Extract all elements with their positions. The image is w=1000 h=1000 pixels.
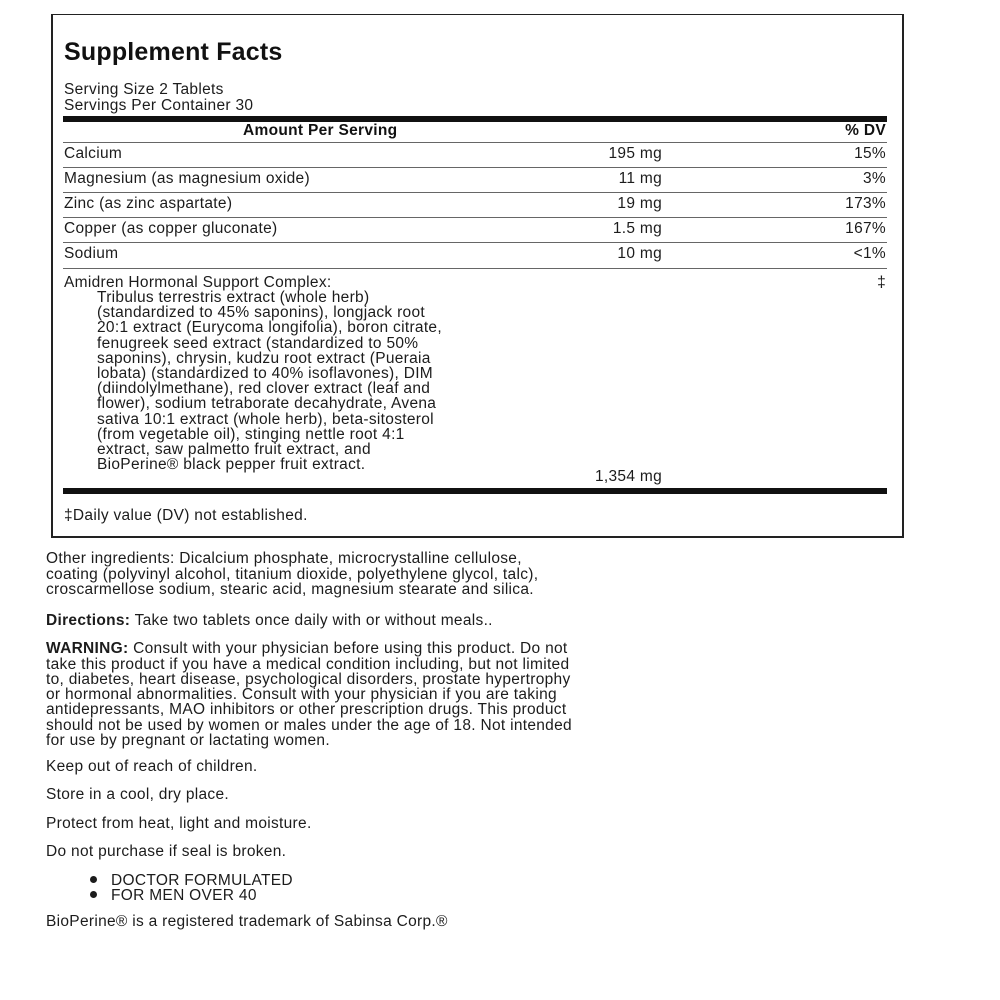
nutrient-amount: 19 mg <box>617 195 662 212</box>
complex-ingredient-line: extract, saw palmetto fruit extract, and <box>97 441 371 458</box>
other-ingredients-line: croscarmellose sodium, stearic acid, magnesium stearate and silica. <box>46 581 534 598</box>
nutrient-name: Magnesium (as magnesium oxide) <box>64 170 310 187</box>
complex-ingredient-line: 20:1 extract (Eurycoma longifolia), boron citrate, <box>97 319 442 337</box>
bullet-dot <box>90 876 97 883</box>
thick-rule-bottom <box>63 488 887 494</box>
complex-name: Amidren Hormonal Support Complex: <box>64 274 332 291</box>
warning-line: or hormonal abnormalities. Consult with your physician if you are taking <box>46 686 557 704</box>
dv-header: % DV <box>845 122 886 139</box>
amount-per-serving-header: Amount Per Serving <box>243 122 398 139</box>
complex-ingredient-line: (from vegetable oil), stinging nettle root 4:1 <box>97 425 405 443</box>
serving-size: Serving Size 2 Tablets <box>64 81 224 98</box>
nutrient-dv: 173% <box>845 195 886 212</box>
warning-first-text: Consult with your physician before using this product. Do not <box>128 640 568 657</box>
row-divider <box>63 217 887 218</box>
complex-ingredient-line: Tribulus terrestris extract (whole herb) <box>97 289 370 306</box>
complex-ingredient-line: (standardized to 45% saponins), longjack root <box>97 304 425 322</box>
nutrient-name: Calcium <box>64 145 123 162</box>
complex-ingredient-line: saponins), chrysin, kudzu root extract (Pueraia <box>97 349 431 367</box>
warning-line: take this product if you have a medical condition including, but not limited <box>46 655 570 673</box>
warning-line: to, diabetes, heart disease, psychological disorders, prostate hypertrophy <box>46 670 571 688</box>
servings-per-container: Servings Per Container 30 <box>64 97 254 114</box>
storage-note: Keep out of reach of children. <box>46 758 258 775</box>
other-ingredients-line: Other ingredients: Dicalcium phosphate, microcrystalline cellulose, <box>46 550 522 567</box>
storage-note: Do not purchase if seal is broken. <box>46 843 287 860</box>
complex-ingredient-line: (diindolylmethane), red clover extract (leaf and <box>97 380 431 398</box>
warning-label: WARNING: <box>46 640 129 657</box>
nutrient-amount: 195 mg <box>608 145 662 162</box>
thick-rule-top <box>63 116 887 122</box>
nutrient-dv: 3% <box>862 170 886 187</box>
storage-note: Store in a cool, dry place. <box>46 786 229 803</box>
row-divider <box>63 268 887 269</box>
complex-ingredient-line: BioPerine® black pepper fruit extract. <box>97 456 366 474</box>
storage-note: Protect from heat, light and moisture. <box>46 815 312 832</box>
other-ingredients-line: coating (polyvinyl alcohol, titanium dioxide, polyethylene glycol, talc), <box>46 565 539 583</box>
bullet-item <box>90 887 257 905</box>
footnote: ‡Daily value (DV) not established. <box>64 507 308 524</box>
bullet-dot <box>90 891 97 898</box>
row-divider <box>63 242 887 243</box>
nutrient-name: Copper (as copper gluconate) <box>64 220 278 237</box>
complex-ingredient-line: fenugreek seed extract (standardized to 50% <box>97 334 419 352</box>
warning-line: antidepressants, MAO inhibitors or other prescription drugs. This product <box>46 701 567 719</box>
row-divider <box>63 167 887 168</box>
nutrient-amount: 1.5 mg <box>612 220 662 237</box>
complex-ingredient-line: sativa 10:1 extract (whole herb), beta-sitosterol <box>97 410 434 428</box>
complex-ingredient-line: lobata) (standardized to 40% isoflavones), DIM <box>97 365 434 382</box>
nutrient-dv: 167% <box>845 220 886 237</box>
directions <box>46 612 493 630</box>
warning-line: should not be used by women or males under the age of 18. Not intended <box>46 716 572 734</box>
row-divider <box>63 142 887 143</box>
nutrient-name: Zinc (as zinc aspartate) <box>64 195 233 212</box>
nutrient-dv: <1% <box>853 245 886 262</box>
complex-ingredient-line: flower), sodium tetraborate decahydrate, Avena <box>97 395 437 413</box>
directions-label: Directions: <box>46 612 131 629</box>
nutrient-name: Sodium <box>64 245 119 262</box>
nutrient-dv: 15% <box>854 145 886 162</box>
warning-line: for use by pregnant or lactating women. <box>46 732 330 749</box>
nutrient-amount: 10 mg <box>617 245 662 262</box>
nutrient-amount: 11 mg <box>618 170 662 187</box>
bullet-text: FOR MEN OVER 40 <box>111 887 257 904</box>
complex-amount: 1,354 mg <box>594 468 662 485</box>
bullet-text: DOCTOR FORMULATED <box>111 872 293 889</box>
panel-title: Supplement Facts <box>64 38 283 66</box>
trademark-note: BioPerine® is a registered trademark of Sabinsa Corp.® <box>46 913 448 930</box>
complex-dv: ‡ <box>877 274 886 291</box>
directions-text: Take two tablets once daily with or without meals.. <box>130 612 493 629</box>
row-divider <box>63 192 887 193</box>
